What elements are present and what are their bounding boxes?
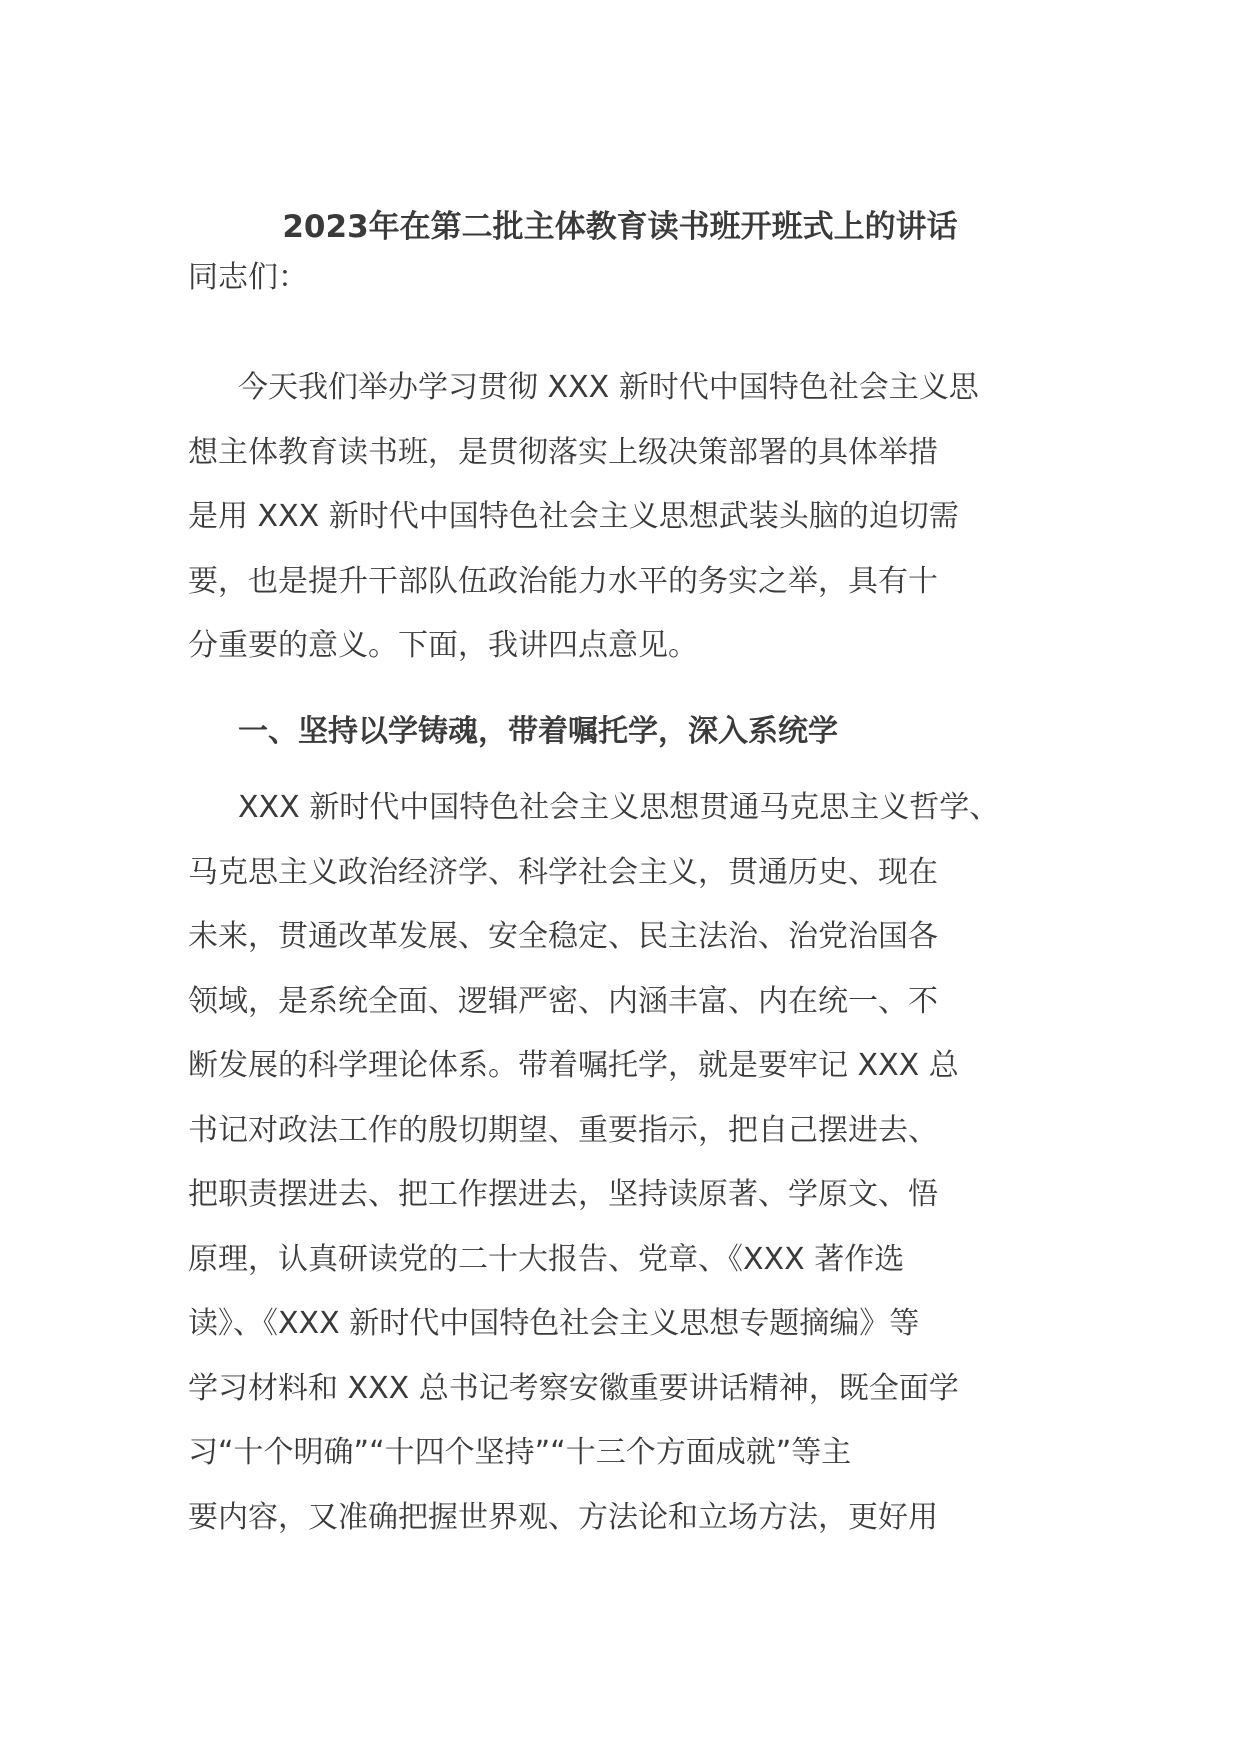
paragraph-line: 今天我们举办学习贯彻 XXX 新时代中国特色社会主义思	[238, 370, 979, 405]
paragraph-line: 分重要的意义。下面，我讲四点意见。	[188, 628, 698, 663]
paragraph-line: 习“十个明确”“十四个坚持”“十三个方面成就”等主	[188, 1435, 852, 1470]
paragraph-line: 是用 XXX 新时代中国特色社会主义思想武装头脑的迫切需	[188, 499, 959, 534]
paragraph-line: 未来，贯通改革发展、安全稳定、民主法治、治党治国各	[188, 919, 938, 954]
paragraph-line: 要内容，又准确把握世界观、方法论和立场方法，更好用	[188, 1499, 938, 1535]
paragraph-line: 领域，是系统全面、逻辑严密、内涵丰富、内在统一、不	[188, 983, 938, 1019]
paragraph-section-1	[188, 776, 1058, 1550]
paragraph-line: 断发展的科学理论体系。带着嘱托学，就是要牢记 XXX 总	[188, 1048, 959, 1083]
paragraph-line: 原理，认真研读党的二十大报告、党章、《XXX 著作选	[188, 1241, 905, 1277]
paragraph-line: 书记对政法工作的殷切期望、重要指示，把自己摆进去、	[188, 1112, 938, 1148]
paragraph-line: 把职责摆进去、把工作摆进去，坚持读原著、学原文、悟	[188, 1177, 938, 1212]
section-heading-1: 一、坚持以学铸魂，带着嘱托学，深入系统学	[238, 714, 838, 749]
paragraph-line: 学习材料和 XXX 总书记考察安徽重要讲话精神，既全面学	[188, 1370, 959, 1406]
paragraph-line: 要，也是提升干部队伍政治能力水平的务实之举，具有十	[188, 563, 938, 599]
document-title: 2023年在第二批主体教育读书班开班式上的讲话	[282, 209, 958, 245]
paragraph-intro	[188, 356, 1058, 679]
paragraph-line: XXX 新时代中国特色社会主义思想贯通马克思主义哲学、	[238, 790, 1000, 825]
salutation: 同志们：	[188, 260, 308, 295]
paragraph-line: 想主体教育读书班，是贯彻落实上级决策部署的具体举措	[188, 434, 938, 470]
paragraph-line: 马克思主义政治经济学、科学社会主义，贯通历史、现在	[188, 854, 938, 890]
paragraph-line: 读》、《XXX 新时代中国特色社会主义思想专题摘编》等	[188, 1306, 920, 1341]
